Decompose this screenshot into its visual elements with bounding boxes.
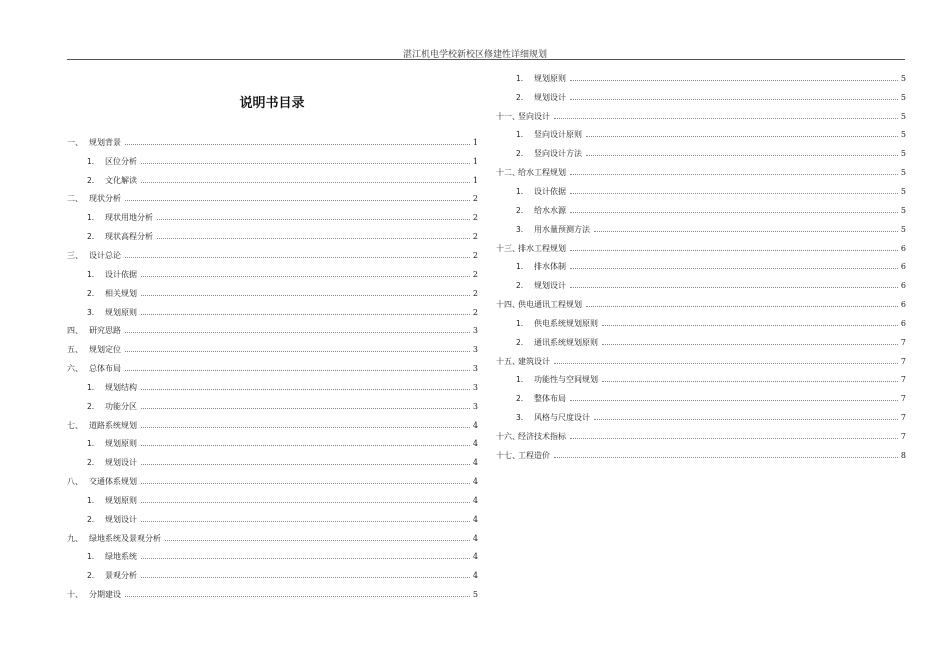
toc-entry-page: 4 — [472, 458, 478, 468]
toc-entry[interactable] — [67, 227, 478, 246]
toc-dot-leader — [570, 438, 898, 439]
toc-entry-page: 1 — [472, 137, 478, 147]
toc-entry[interactable] — [496, 333, 906, 352]
toc-entry-number: 1. — [87, 495, 95, 505]
toc-dot-leader — [141, 483, 470, 484]
toc-entry[interactable] — [67, 152, 478, 171]
toc-entry-number: 2. — [87, 458, 95, 468]
toc-entry-page: 7 — [900, 375, 906, 385]
toc-entry-number: 十四、 — [496, 300, 520, 310]
toc-entry-number: 十二、 — [496, 168, 520, 178]
toc-entry[interactable] — [496, 126, 906, 145]
toc-entry[interactable] — [496, 446, 906, 465]
toc-entry[interactable] — [67, 453, 478, 472]
toc-entry-text: 供电系统规划原则 — [534, 318, 598, 328]
toc-dot-leader — [570, 212, 898, 213]
toc-entry-text: 竖向设计方法 — [534, 149, 582, 159]
toc-entry-number: 四、 — [67, 326, 83, 336]
toc-entry-page: 5 — [900, 224, 906, 234]
toc-entry-number: 1. — [516, 186, 524, 196]
toc-entry-page: 3 — [472, 382, 478, 392]
toc-entry-text: 现状高程分析 — [105, 232, 153, 242]
toc-dot-leader — [141, 408, 470, 409]
toc-entry-number: 2. — [516, 92, 524, 102]
toc-entry-number: 五、 — [67, 345, 83, 355]
toc-entry-page: 5 — [900, 205, 906, 215]
toc-entry[interactable] — [67, 416, 478, 435]
toc-entry-text: 功能分区 — [105, 401, 137, 411]
toc-entry-number: 八、 — [67, 477, 83, 487]
toc-dot-leader — [570, 80, 898, 81]
toc-entry[interactable] — [67, 510, 478, 529]
toc-entry-text: 现状分析 — [89, 194, 121, 204]
toc-dot-leader — [141, 464, 470, 465]
toc-entry-text: 交通体系规划 — [89, 477, 137, 487]
toc-entry[interactable] — [67, 340, 478, 359]
toc-entry-text: 风格与尺度设计 — [534, 413, 590, 423]
toc-entry-number: 2. — [516, 281, 524, 291]
toc-entry-page: 4 — [472, 533, 478, 543]
toc-entry-page: 8 — [900, 450, 906, 460]
toc-dot-leader — [602, 381, 898, 382]
toc-entry-number: 十七、 — [496, 450, 520, 460]
toc-entry-text: 研究思路 — [89, 326, 121, 336]
toc-entry-text: 道路系统规划 — [89, 420, 137, 430]
toc-entry[interactable] — [496, 88, 906, 107]
toc-entry-page: 1 — [472, 175, 478, 185]
page-header-title: 湛江机电学校新校区修建性详细规划 — [402, 50, 547, 60]
toc-entry[interactable] — [496, 427, 906, 446]
toc-entry[interactable] — [67, 378, 478, 397]
toc-entry-page: 6 — [900, 243, 906, 253]
toc-entry-text: 规划定位 — [89, 345, 121, 355]
toc-entry-text: 规划结构 — [105, 382, 137, 392]
toc-entry[interactable] — [67, 397, 478, 416]
toc-entry-text: 总体布局 — [89, 364, 121, 374]
toc-entry-number: 2. — [516, 337, 524, 347]
toc-entry[interactable] — [67, 190, 478, 209]
toc-entry-page: 4 — [472, 420, 478, 430]
toc-entry-page: 4 — [472, 439, 478, 449]
toc-dot-leader — [570, 400, 898, 401]
toc-dot-leader — [125, 351, 470, 352]
toc-dot-leader — [125, 144, 470, 145]
toc-entry-page: 7 — [900, 337, 906, 347]
toc-entry-text: 规划设计 — [105, 458, 137, 468]
toc-entry-number: 十六、 — [496, 431, 520, 441]
toc-left-column — [67, 133, 478, 604]
toc-entry-page: 2 — [472, 269, 478, 279]
toc-dot-leader — [570, 193, 898, 194]
toc-entry[interactable] — [67, 566, 478, 585]
toc-dot-leader — [141, 295, 470, 296]
toc-dot-leader — [141, 502, 470, 503]
toc-dot-leader — [570, 250, 898, 251]
toc-entry-page: 3 — [472, 401, 478, 411]
toc-entry[interactable] — [496, 295, 906, 314]
toc-dot-leader — [570, 287, 898, 288]
toc-entry-page: 3 — [472, 364, 478, 374]
toc-entry-page: 5 — [900, 73, 906, 83]
toc-entry-number: 一、 — [67, 137, 83, 147]
toc-entry-text: 供电通讯工程规划 — [518, 300, 582, 310]
toc-entry-number: 1. — [87, 552, 95, 562]
toc-entry-page: 4 — [472, 514, 478, 524]
toc-entry-number: 3. — [87, 307, 95, 317]
toc-dot-leader — [125, 200, 470, 201]
toc-entry-text: 规划背景 — [89, 137, 121, 147]
toc-entry-page: 7 — [900, 394, 906, 404]
toc-entry-text: 设计依据 — [105, 269, 137, 279]
toc-entry-number: 2. — [516, 205, 524, 215]
toc-entry-number: 1. — [87, 213, 95, 223]
toc-dot-leader — [554, 118, 898, 119]
toc-entry-text: 排水工程规划 — [518, 243, 566, 253]
toc-entry[interactable] — [496, 182, 906, 201]
toc-entry[interactable] — [496, 408, 906, 427]
toc-entry-number: 1. — [516, 262, 524, 272]
toc-entry-number: 十三、 — [496, 243, 520, 253]
toc-entry-page: 3 — [472, 345, 478, 355]
toc-entry-page: 5 — [900, 168, 906, 178]
toc-entry[interactable] — [67, 265, 478, 284]
toc-entry[interactable] — [496, 107, 906, 126]
toc-dot-leader — [141, 445, 470, 446]
toc-entry-text: 绿地系统 — [105, 552, 137, 562]
toc-entry[interactable] — [67, 472, 478, 491]
toc-entry-number: 2. — [87, 401, 95, 411]
header-divider — [67, 59, 905, 60]
toc-entry-page: 5 — [900, 111, 906, 121]
toc-entry-text: 通讯系统规划原则 — [534, 337, 598, 347]
toc-entry-number: 十五、 — [496, 356, 520, 366]
toc-dot-leader — [157, 219, 470, 220]
toc-entry-page: 7 — [900, 356, 906, 366]
toc-entry-text: 规划设计 — [534, 281, 566, 291]
toc-entry-text: 功能性与空间规划 — [534, 375, 598, 385]
toc-entry-text: 给水水源 — [534, 205, 566, 215]
toc-dot-leader — [141, 182, 470, 183]
toc-entry-number: 二、 — [67, 194, 83, 204]
toc-entry-number: 2. — [516, 149, 524, 159]
toc-entry[interactable] — [67, 585, 478, 604]
toc-entry-number: 九、 — [67, 533, 83, 543]
toc-entry-text: 整体布局 — [534, 394, 566, 404]
toc-entry[interactable] — [67, 208, 478, 227]
toc-entry-text: 文化解读 — [105, 175, 137, 185]
toc-entry-page: 4 — [472, 571, 478, 581]
toc-entry-number: 2. — [87, 175, 95, 185]
toc-entry-text: 工程造价 — [518, 450, 550, 460]
toc-entry[interactable] — [496, 276, 906, 295]
toc-entry-number: 1. — [516, 130, 524, 140]
toc-entry-page: 7 — [900, 431, 906, 441]
toc-entry[interactable] — [67, 133, 478, 152]
toc-entry-text: 用水量预测方法 — [534, 224, 590, 234]
toc-entry-page: 5 — [900, 186, 906, 196]
toc-entry-text: 现状用地分析 — [105, 213, 153, 223]
toc-entry-text: 规划原则 — [105, 495, 137, 505]
toc-entry-number: 十、 — [67, 590, 83, 600]
toc-entry-page: 6 — [900, 281, 906, 291]
toc-dot-leader — [594, 231, 898, 232]
toc-entry-number: 十一、 — [496, 111, 520, 121]
toc-entry-page: 2 — [472, 232, 478, 242]
toc-entry[interactable] — [496, 220, 906, 239]
toc-entry-page: 2 — [472, 213, 478, 223]
toc-dot-leader — [570, 268, 898, 269]
toc-entry-text: 景观分析 — [105, 571, 137, 581]
toc-entry-page: 2 — [472, 288, 478, 298]
toc-entry-page: 7 — [900, 413, 906, 423]
toc-entry-page: 2 — [472, 250, 478, 260]
toc-dot-leader — [125, 370, 470, 371]
toc-entry[interactable] — [496, 371, 906, 390]
toc-entry-page: 2 — [472, 194, 478, 204]
toc-entry[interactable] — [496, 69, 906, 88]
toc-entry-number: 2. — [87, 514, 95, 524]
toc-entry-text: 规划设计 — [105, 514, 137, 524]
toc-dot-leader — [141, 163, 470, 164]
toc-dot-leader — [141, 521, 470, 522]
toc-dot-leader — [570, 174, 898, 175]
toc-title: 说明书目录 — [239, 96, 305, 111]
toc-entry-page: 6 — [900, 262, 906, 272]
toc-entry[interactable] — [496, 257, 906, 276]
toc-entry[interactable] — [67, 171, 478, 190]
toc-entry-page: 5 — [900, 130, 906, 140]
toc-entry-number: 七、 — [67, 420, 83, 430]
toc-entry[interactable] — [496, 352, 906, 371]
toc-dot-leader — [554, 363, 898, 364]
toc-entry[interactable] — [67, 435, 478, 454]
toc-dot-leader — [586, 155, 898, 156]
toc-dot-leader — [141, 389, 470, 390]
toc-dot-leader — [141, 427, 470, 428]
toc-entry-number: 1. — [87, 269, 95, 279]
toc-dot-leader — [141, 577, 470, 578]
toc-entry-text: 区位分析 — [105, 156, 137, 166]
toc-entry-page: 4 — [472, 477, 478, 487]
toc-right-column — [496, 69, 906, 465]
toc-dot-leader — [125, 332, 470, 333]
toc-dot-leader — [125, 596, 470, 597]
toc-entry-text: 规划原则 — [534, 73, 566, 83]
toc-dot-leader — [586, 136, 898, 137]
toc-entry[interactable] — [496, 144, 906, 163]
toc-dot-leader — [586, 306, 898, 307]
toc-dot-leader — [602, 325, 898, 326]
toc-entry-number: 1. — [87, 439, 95, 449]
toc-dot-leader — [141, 314, 470, 315]
toc-entry[interactable] — [67, 548, 478, 567]
toc-entry-page: 2 — [472, 307, 478, 317]
toc-entry[interactable] — [67, 491, 478, 510]
toc-entry-number: 3. — [516, 413, 524, 423]
toc-entry[interactable] — [67, 246, 478, 265]
toc-dot-leader — [594, 419, 898, 420]
toc-entry[interactable] — [67, 321, 478, 340]
toc-entry-text: 竖向设计 — [518, 111, 550, 121]
toc-entry[interactable] — [67, 303, 478, 322]
toc-entry-page: 6 — [900, 300, 906, 310]
toc-entry[interactable] — [496, 389, 906, 408]
toc-entry-page: 5 — [900, 149, 906, 159]
toc-dot-leader — [141, 558, 470, 559]
toc-entry-page: 6 — [900, 318, 906, 328]
toc-dot-leader — [157, 238, 470, 239]
toc-entry-number: 1. — [87, 156, 95, 166]
toc-entry[interactable] — [496, 314, 906, 333]
toc-dot-leader — [125, 257, 470, 258]
toc-entry-text: 给水工程规划 — [518, 168, 566, 178]
toc-entry-text: 规划设计 — [534, 92, 566, 102]
toc-entry-number: 3. — [516, 224, 524, 234]
toc-entry-page: 4 — [472, 495, 478, 505]
toc-entry-number: 2. — [87, 288, 95, 298]
toc-entry[interactable] — [496, 163, 906, 182]
toc-entry-page: 1 — [472, 156, 478, 166]
toc-dot-leader — [165, 540, 470, 541]
toc-dot-leader — [602, 344, 898, 345]
toc-entry-text: 竖向设计原则 — [534, 130, 582, 140]
toc-entry-number: 1. — [516, 73, 524, 83]
toc-entry-text: 经济技术指标 — [518, 431, 566, 441]
toc-entry-number: 六、 — [67, 364, 83, 374]
toc-entry-page: 3 — [472, 326, 478, 336]
toc-entry-number: 2. — [516, 394, 524, 404]
toc-entry[interactable] — [67, 359, 478, 378]
toc-entry-page: 5 — [900, 92, 906, 102]
toc-entry[interactable] — [67, 529, 478, 548]
toc-entry-number: 1. — [516, 375, 524, 385]
toc-entry-text: 排水体制 — [534, 262, 566, 272]
toc-entry[interactable] — [67, 284, 478, 303]
toc-entry[interactable] — [496, 201, 906, 220]
toc-entry-text: 绿地系统及景观分析 — [89, 533, 161, 543]
toc-entry-number: 1. — [87, 382, 95, 392]
toc-entry-page: 4 — [472, 552, 478, 562]
toc-dot-leader — [554, 457, 898, 458]
toc-entry-number: 1. — [516, 318, 524, 328]
toc-entry-text: 设计总论 — [89, 250, 121, 260]
toc-dot-leader — [141, 276, 470, 277]
toc-entry-number: 2. — [87, 232, 95, 242]
toc-entry-text: 规划原则 — [105, 307, 137, 317]
toc-entry-text: 设计依据 — [534, 186, 566, 196]
toc-entry-number: 三、 — [67, 250, 83, 260]
toc-entry-page: 5 — [472, 590, 478, 600]
toc-entry[interactable] — [496, 239, 906, 258]
toc-dot-leader — [570, 99, 898, 100]
toc-entry-text: 分期建设 — [89, 590, 121, 600]
toc-entry-text: 相关规划 — [105, 288, 137, 298]
toc-entry-text: 建筑设计 — [518, 356, 550, 366]
toc-entry-text: 规划原则 — [105, 439, 137, 449]
toc-entry-number: 2. — [87, 571, 95, 581]
